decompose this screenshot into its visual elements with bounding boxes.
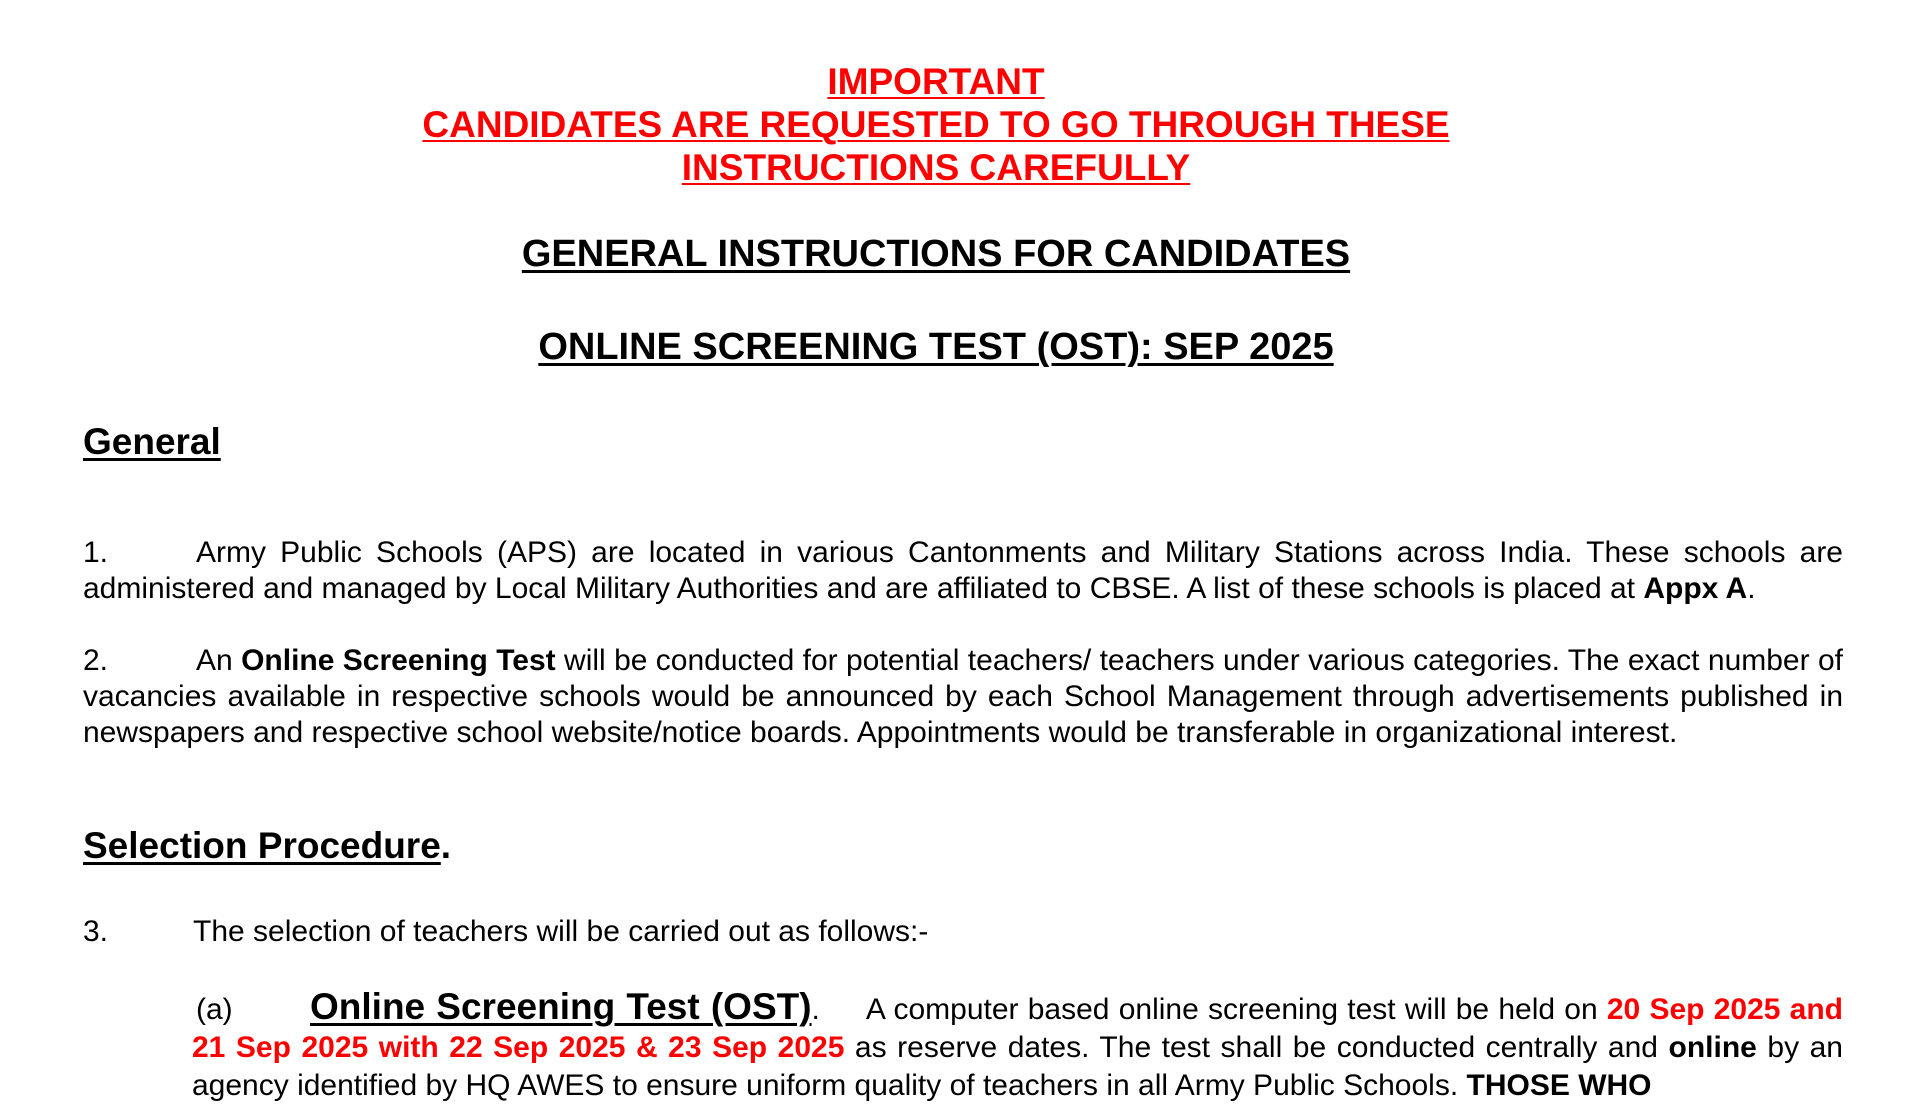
paragraph-3a — [192, 988, 1843, 1105]
paragraph-1-number: 1. — [83, 536, 109, 569]
paragraph-3a-dates: 20 Sep 2025 and 21 Sep 2025 with 22 Sep 2025 & 23 Sep 2025 — [192, 993, 1843, 1064]
paragraph-3-number: 3. — [83, 915, 109, 948]
paragraph-1-text: Army Public Schools (APS) are located in various Cantonments and Military Stations across India. These schools are administered and managed by Local Military Authorities and are affiliated to CBSE. A list of these schools is placed at — [83, 536, 1843, 605]
paragraph-2-text: will be conducted for potential teachers/ teachers under various categories. The exact number of vacancies available in respective schools would be announced by each School Management through advertisements published in newspapers and respective school website/notice boards. Appointments would be transferable in organizational interest. — [83, 644, 1843, 749]
paragraph-3a-label: (a) — [196, 993, 233, 1026]
paragraph-3a-title: Online Screening Test (OST) — [310, 986, 812, 1027]
important-line-1: CANDIDATES ARE REQUESTED TO GO THROUGH THESE — [422, 104, 1450, 145]
section-general — [83, 420, 221, 464]
document-title-block — [0, 232, 1872, 276]
paragraph-3a-text-1: A computer based online screening test will be held on — [865, 993, 1607, 1026]
section-general-heading: General — [83, 421, 221, 462]
paragraph-3a-title-end: . — [811, 993, 820, 1026]
paragraph-2-bold: Online Screening Test — [241, 644, 556, 677]
important-label: IMPORTANT — [827, 61, 1045, 102]
paragraph-2-pre: An — [196, 644, 242, 677]
paragraph-1 — [83, 535, 1843, 607]
paragraph-1-end: . — [1747, 572, 1756, 605]
section-selection-heading: Selection Procedure — [83, 825, 441, 866]
document-subtitle: ONLINE SCREENING TEST (OST): SEP 2025 — [538, 326, 1334, 368]
paragraph-3a-online: online — [1668, 1031, 1757, 1064]
section-selection — [83, 824, 451, 868]
paragraph-3-text: The selection of teachers will be carried out as follows:- — [193, 915, 929, 948]
important-line-2: INSTRUCTIONS CAREFULLY — [681, 147, 1191, 188]
important-header — [0, 60, 1872, 189]
document-subtitle-block — [0, 325, 1872, 369]
paragraph-3a-text-2: as reserve dates. The test shall be conducted centrally and — [844, 1031, 1669, 1064]
paragraph-3a-bold-end: THOSE WHO — [1466, 1069, 1652, 1102]
paragraph-3 — [83, 914, 1843, 950]
paragraph-2-number: 2. — [83, 644, 109, 677]
document-title: GENERAL INSTRUCTIONS FOR CANDIDATES — [521, 233, 1351, 275]
section-selection-suffix: . — [440, 825, 452, 866]
paragraph-1-appendix-ref: Appx A — [1643, 572, 1748, 605]
paragraph-2 — [83, 643, 1843, 751]
paragraph-3a-text-3: by an agency identified by HQ AWES to ensure uniform quality of teachers in all Army Public Schools. — [192, 1031, 1843, 1102]
